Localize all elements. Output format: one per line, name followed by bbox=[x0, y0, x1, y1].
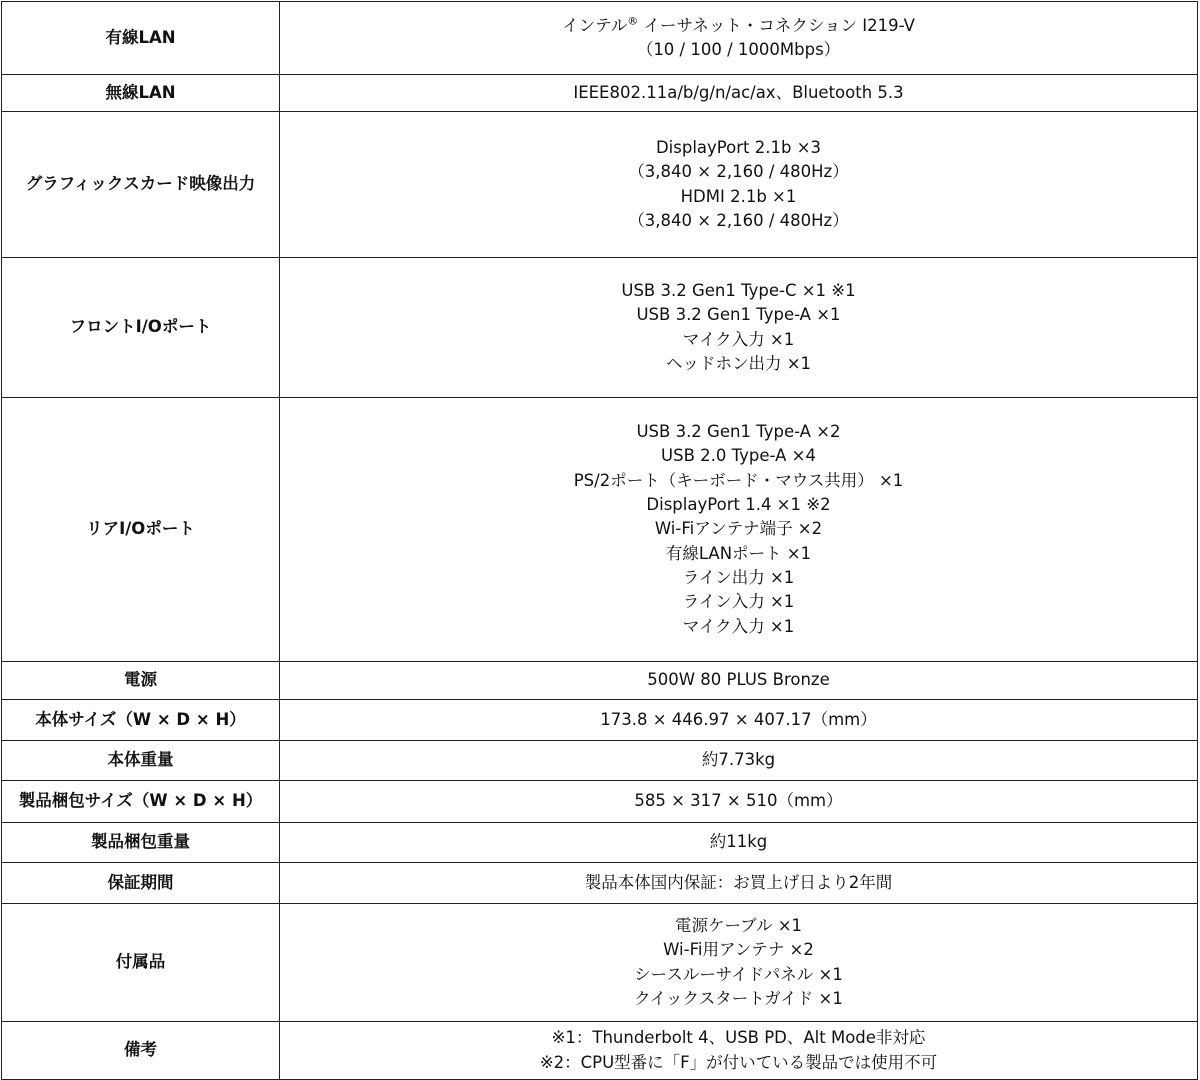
spec-label: 本体重量 bbox=[2, 741, 280, 781]
spec-value-line: ライン出力 ×1 bbox=[682, 567, 795, 587]
spec-row bbox=[2, 662, 1198, 700]
spec-row bbox=[2, 75, 1198, 112]
spec-value bbox=[280, 700, 1198, 741]
spec-table bbox=[1, 1, 1198, 1080]
spec-label: グラフィックスカード映像出力 bbox=[2, 112, 280, 258]
spec-value-line: ※2：CPU型番に「F」が付いている製品では使用不可 bbox=[539, 1052, 938, 1072]
spec-value-line: 約11kg bbox=[709, 832, 768, 852]
spec-value-line: 製品本体国内保証：お買上げ日より2年間 bbox=[584, 872, 893, 892]
spec-value bbox=[280, 398, 1198, 662]
spec-value bbox=[280, 823, 1198, 863]
spec-table-body bbox=[2, 2, 1198, 1080]
spec-value-line: 585 × 317 × 510（mm） bbox=[634, 791, 843, 811]
spec-value bbox=[280, 112, 1198, 258]
spec-row bbox=[2, 823, 1198, 863]
spec-value-line: 約7.73kg bbox=[701, 750, 776, 770]
spec-value-line: Wi-Fi用アンテナ ×2 bbox=[663, 940, 814, 960]
spec-row bbox=[2, 781, 1198, 823]
spec-label: 製品梱包重量 bbox=[2, 823, 280, 863]
spec-value-line: インテル® イーサネット・コネクション I219-V bbox=[562, 14, 915, 35]
spec-value-line: HDMI 2.1b ×1 bbox=[680, 186, 797, 206]
spec-value bbox=[280, 662, 1198, 700]
spec-value-line: USB 3.2 Gen1 Type-A ×1 bbox=[636, 305, 841, 325]
spec-value-line: シースルーサイドパネル ×1 bbox=[634, 964, 843, 984]
spec-value-line: 有線LANポート ×1 bbox=[665, 543, 812, 563]
spec-value-line: USB 3.2 Gen1 Type-C ×1 ※1 bbox=[621, 280, 856, 300]
spec-value-line: ヘッドホン出力 ×1 bbox=[665, 353, 812, 373]
spec-label: フロントI/Oポート bbox=[2, 258, 280, 398]
spec-value-line: 500W 80 PLUS Bronze bbox=[647, 670, 830, 690]
spec-label: 無線LAN bbox=[2, 75, 280, 112]
spec-value bbox=[280, 258, 1198, 398]
spec-value bbox=[280, 2, 1198, 75]
spec-row bbox=[2, 904, 1198, 1022]
spec-row bbox=[2, 2, 1198, 75]
spec-value-line: クイックスタートガイド ×1 bbox=[634, 988, 843, 1008]
spec-value-line: DisplayPort 2.1b ×3 bbox=[655, 137, 822, 157]
spec-row bbox=[2, 258, 1198, 398]
spec-label: 保証期間 bbox=[2, 863, 280, 904]
spec-label: 有線LAN bbox=[2, 2, 280, 75]
spec-value-line: ライン入力 ×1 bbox=[682, 592, 795, 612]
spec-row bbox=[2, 863, 1198, 904]
spec-value bbox=[280, 904, 1198, 1022]
spec-row bbox=[2, 741, 1198, 781]
spec-value-line: （3,840 × 2,160 / 480Hz） bbox=[628, 162, 849, 182]
spec-value-line: IEEE802.11a/b/g/n/ac/ax、Bluetooth 5.3 bbox=[573, 82, 904, 102]
spec-value-line: USB 3.2 Gen1 Type-A ×2 bbox=[636, 422, 841, 442]
spec-value bbox=[280, 863, 1198, 904]
spec-value bbox=[280, 781, 1198, 823]
spec-value bbox=[280, 1022, 1198, 1080]
spec-value bbox=[280, 75, 1198, 112]
spec-label: 備考 bbox=[2, 1022, 280, 1080]
spec-value bbox=[280, 741, 1198, 781]
spec-label: 製品梱包サイズ（W × D × H） bbox=[2, 781, 280, 823]
spec-row bbox=[2, 700, 1198, 741]
spec-value-line: ※1：Thunderbolt 4、USB PD、Alt Mode非対応 bbox=[551, 1028, 926, 1048]
spec-label: リアI/Oポート bbox=[2, 398, 280, 662]
spec-label: 付属品 bbox=[2, 904, 280, 1022]
spec-value-line: Wi-Fiアンテナ端子 ×2 bbox=[654, 519, 823, 539]
spec-label: 電源 bbox=[2, 662, 280, 700]
spec-value-line: USB 2.0 Type-A ×4 bbox=[661, 446, 816, 466]
spec-row bbox=[2, 112, 1198, 258]
spec-value-line: DisplayPort 1.4 ×1 ※2 bbox=[646, 495, 831, 515]
spec-label: 本体サイズ（W × D × H） bbox=[2, 700, 280, 741]
spec-value-line: マイク入力 ×1 bbox=[682, 616, 795, 636]
spec-value-line: （10 / 100 / 1000Mbps） bbox=[636, 40, 841, 59]
spec-value-line: 電源ケーブル ×1 bbox=[674, 915, 803, 935]
spec-row bbox=[2, 398, 1198, 662]
spec-row bbox=[2, 1022, 1198, 1080]
spec-value-line: マイク入力 ×1 bbox=[682, 329, 795, 349]
spec-value-line: PS/2ポート（キーボード・マウス共用） ×1 bbox=[573, 470, 904, 490]
spec-value-line: （3,840 × 2,160 / 480Hz） bbox=[628, 210, 849, 230]
spec-value-line: 173.8 × 446.97 × 407.17（mm） bbox=[600, 709, 877, 729]
